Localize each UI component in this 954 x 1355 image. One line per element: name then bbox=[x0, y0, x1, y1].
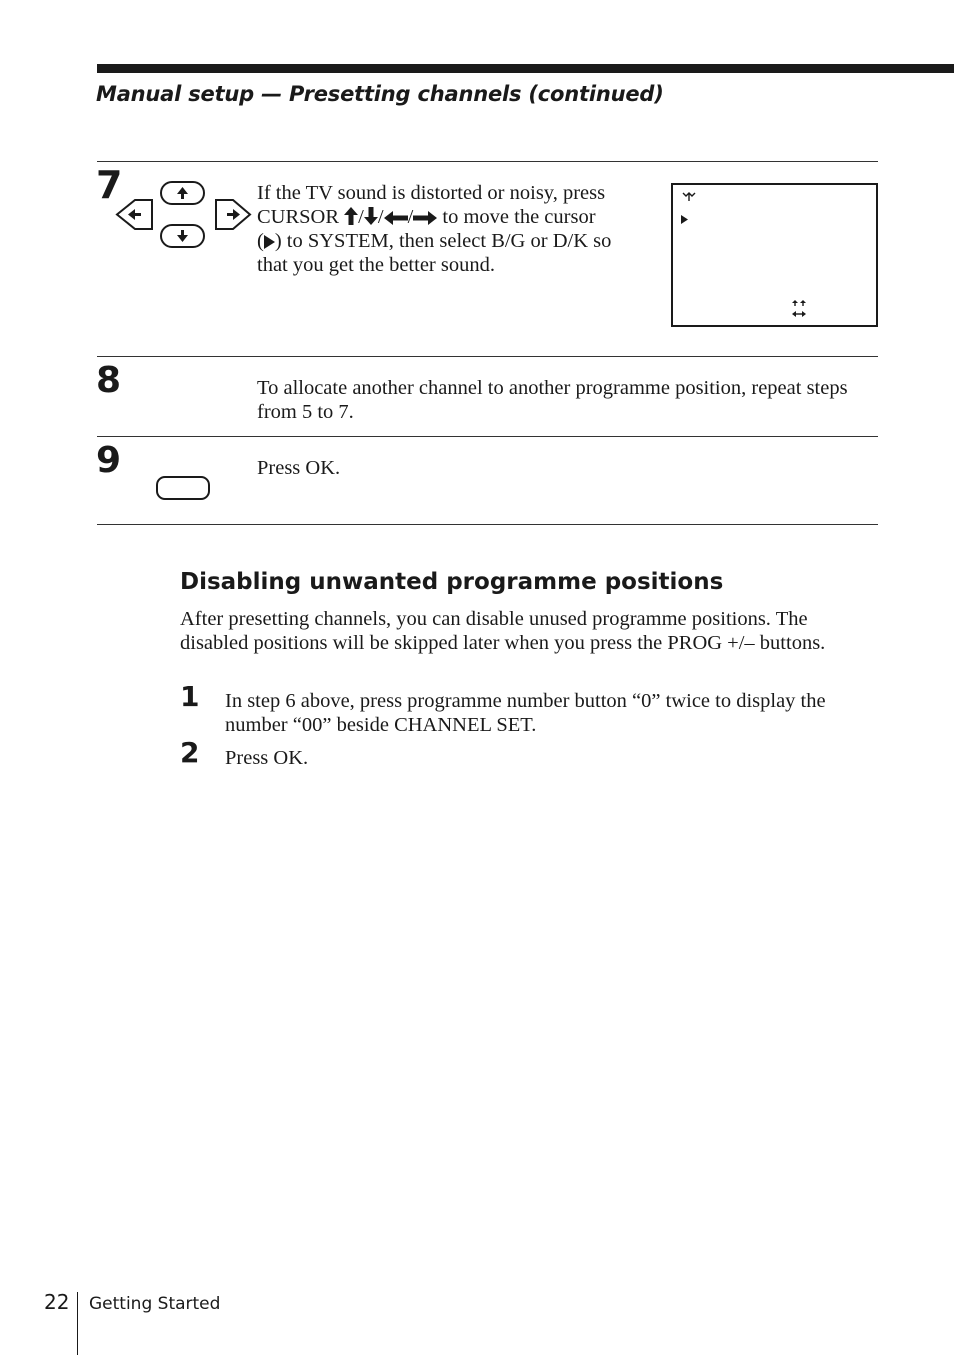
step-8-text: To allocate another channel to another programme position, repeat steps from 5 to 7. bbox=[257, 377, 848, 423]
step-9-text: Press OK. bbox=[257, 457, 341, 479]
step-number: 8 bbox=[96, 360, 122, 401]
substep-text: Press OK. bbox=[225, 747, 309, 769]
header-rule bbox=[97, 64, 954, 73]
navigation-arrows-icon bbox=[791, 300, 807, 320]
ok-button-icon bbox=[156, 476, 210, 500]
section-title: Disabling unwanted programme positions bbox=[180, 569, 724, 595]
separator: / bbox=[377, 206, 384, 228]
cursor-triangle-icon bbox=[264, 235, 275, 249]
step-7-line bbox=[257, 205, 657, 229]
cursor-label: CURSOR bbox=[257, 206, 340, 228]
arrow-down-icon bbox=[364, 207, 378, 225]
divider bbox=[97, 436, 878, 437]
substep-text: In step 6 above, press programme number button “0” twice to display the number “00” beside CHANNEL SET. bbox=[225, 690, 826, 736]
substep-number: 2 bbox=[180, 736, 200, 769]
section-intro: After presetting channels, you can disable unused programme positions. The disabled positions will be skipped later when you press the PROG +/– buttons. bbox=[180, 608, 826, 654]
step-7-line: If the TV sound is distorted or noisy, press bbox=[257, 182, 606, 204]
divider bbox=[97, 524, 878, 525]
page-header: Manual setup — Presetting channels (continued) bbox=[96, 82, 664, 106]
footer-section-label: Getting Started bbox=[89, 1294, 221, 1314]
step-7-line bbox=[257, 229, 657, 253]
arrow-right-icon bbox=[413, 211, 437, 225]
step-7-line: that you get the better sound. bbox=[257, 254, 495, 276]
separator: / bbox=[358, 206, 364, 228]
step-7-text bbox=[257, 181, 657, 277]
step-7-text-c: to move the cursor bbox=[442, 206, 596, 228]
cursor-pad-icon bbox=[114, 178, 254, 252]
arrow-left-icon bbox=[384, 211, 408, 225]
arrow-up-icon bbox=[344, 207, 358, 225]
substep-number: 1 bbox=[180, 680, 200, 713]
antenna-icon bbox=[682, 190, 696, 202]
step-number: 9 bbox=[96, 440, 122, 481]
divider bbox=[97, 161, 878, 162]
paren: ( bbox=[257, 230, 264, 252]
step-number: 7 bbox=[96, 163, 123, 207]
footer-divider bbox=[77, 1292, 78, 1355]
step-7-text-e: ) to SYSTEM, then select B/G or D/K so bbox=[274, 230, 612, 252]
tv-screen-illustration bbox=[671, 183, 878, 327]
separator: / bbox=[407, 206, 414, 228]
divider bbox=[97, 356, 878, 357]
cursor-triangle-icon bbox=[681, 215, 688, 224]
page-number: 22 bbox=[44, 1290, 70, 1314]
